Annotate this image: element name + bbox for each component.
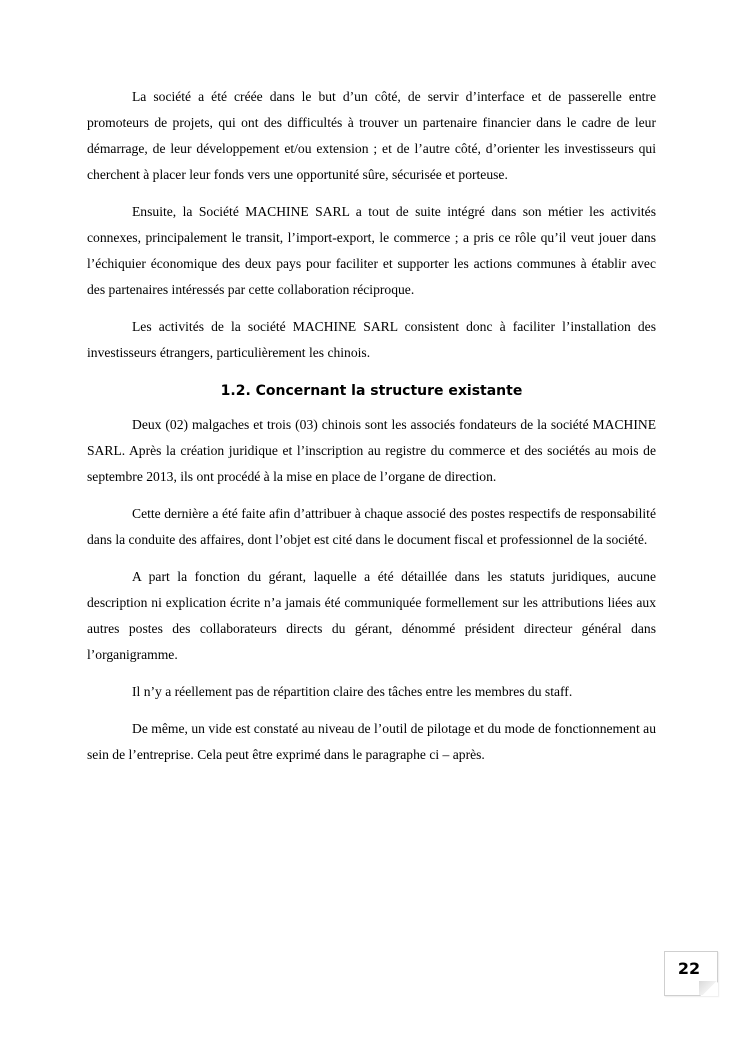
paragraph-summary: Les activités de la société MACHINE SARL consistent donc à faciliter l’installation des investisseurs étrangers, particulièrement les chinois. bbox=[87, 319, 656, 360]
paragraph-task-distribution: Il n’y a réellement pas de répartition claire des tâches entre les membres du staff. bbox=[132, 684, 573, 699]
paragraph-management-tool: De même, un vide est constaté au niveau de l’outil de pilotage et du mode de fonctionnement au sein de l’entreprise. Cela peut être exprimé dans le paragraphe ci – après. bbox=[87, 721, 656, 762]
paragraph-activities: Ensuite, la Société MACHINE SARL a tout de suite intégré dans son métier les activités connexes, principalement le transit, l’import-export, le commerce ; a pris ce rôle qu’il veut jouer dans l’échiquier économique des deux pays pour faciliter et supporter les actions communes à établir avec des partenaires intéressés par cette collaboration réciproque. bbox=[87, 204, 656, 297]
paragraph-manager-function: A part la fonction du gérant, laquelle a été détaillée dans les statuts juridiques, aucune description ni explication écrite n’a jamais été communiquée formellement sur les attributions liées aux autres postes des collaborateurs directs du gérant, dénommé président directeur général dans l’organigramme. bbox=[87, 569, 656, 662]
page-number: 22 bbox=[677, 959, 701, 978]
section-heading: 1.2. Concernant la structure existante bbox=[220, 383, 523, 399]
paragraph-founders: Deux (02) malgaches et trois (03) chinois sont les associés fondateurs de la société MACHINE SARL. Après la création juridique et l’inscription au registre du commerce et des sociétés au mois de septembre 2013, ils ont procédé à la mise en place de l’organe de direction. bbox=[87, 417, 656, 484]
paragraph-intro: La société a été créée dans le but d’un côté, de servir d’interface et de passerelle entre promoteurs de projets, qui ont des difficultés à trouver un partenaire financier dans le cadre de leur démarrage, de leur développement et/ou extension ; et de l’autre côté, d’orienter les investisseurs qui cherchent à placer leur fonds vers une opportunité sûre, sécurisée et porteuse. bbox=[87, 89, 656, 182]
page-curl-fold-icon bbox=[699, 981, 717, 995]
paragraph-responsibilities: Cette dernière a été faite afin d’attribuer à chaque associé des postes respectifs de responsabilité dans la conduite des affaires, dont l’objet est cité dans le document fiscal et professionnel de la société. bbox=[87, 506, 656, 547]
document-body bbox=[87, 84, 656, 779]
page-number-box bbox=[664, 951, 718, 996]
